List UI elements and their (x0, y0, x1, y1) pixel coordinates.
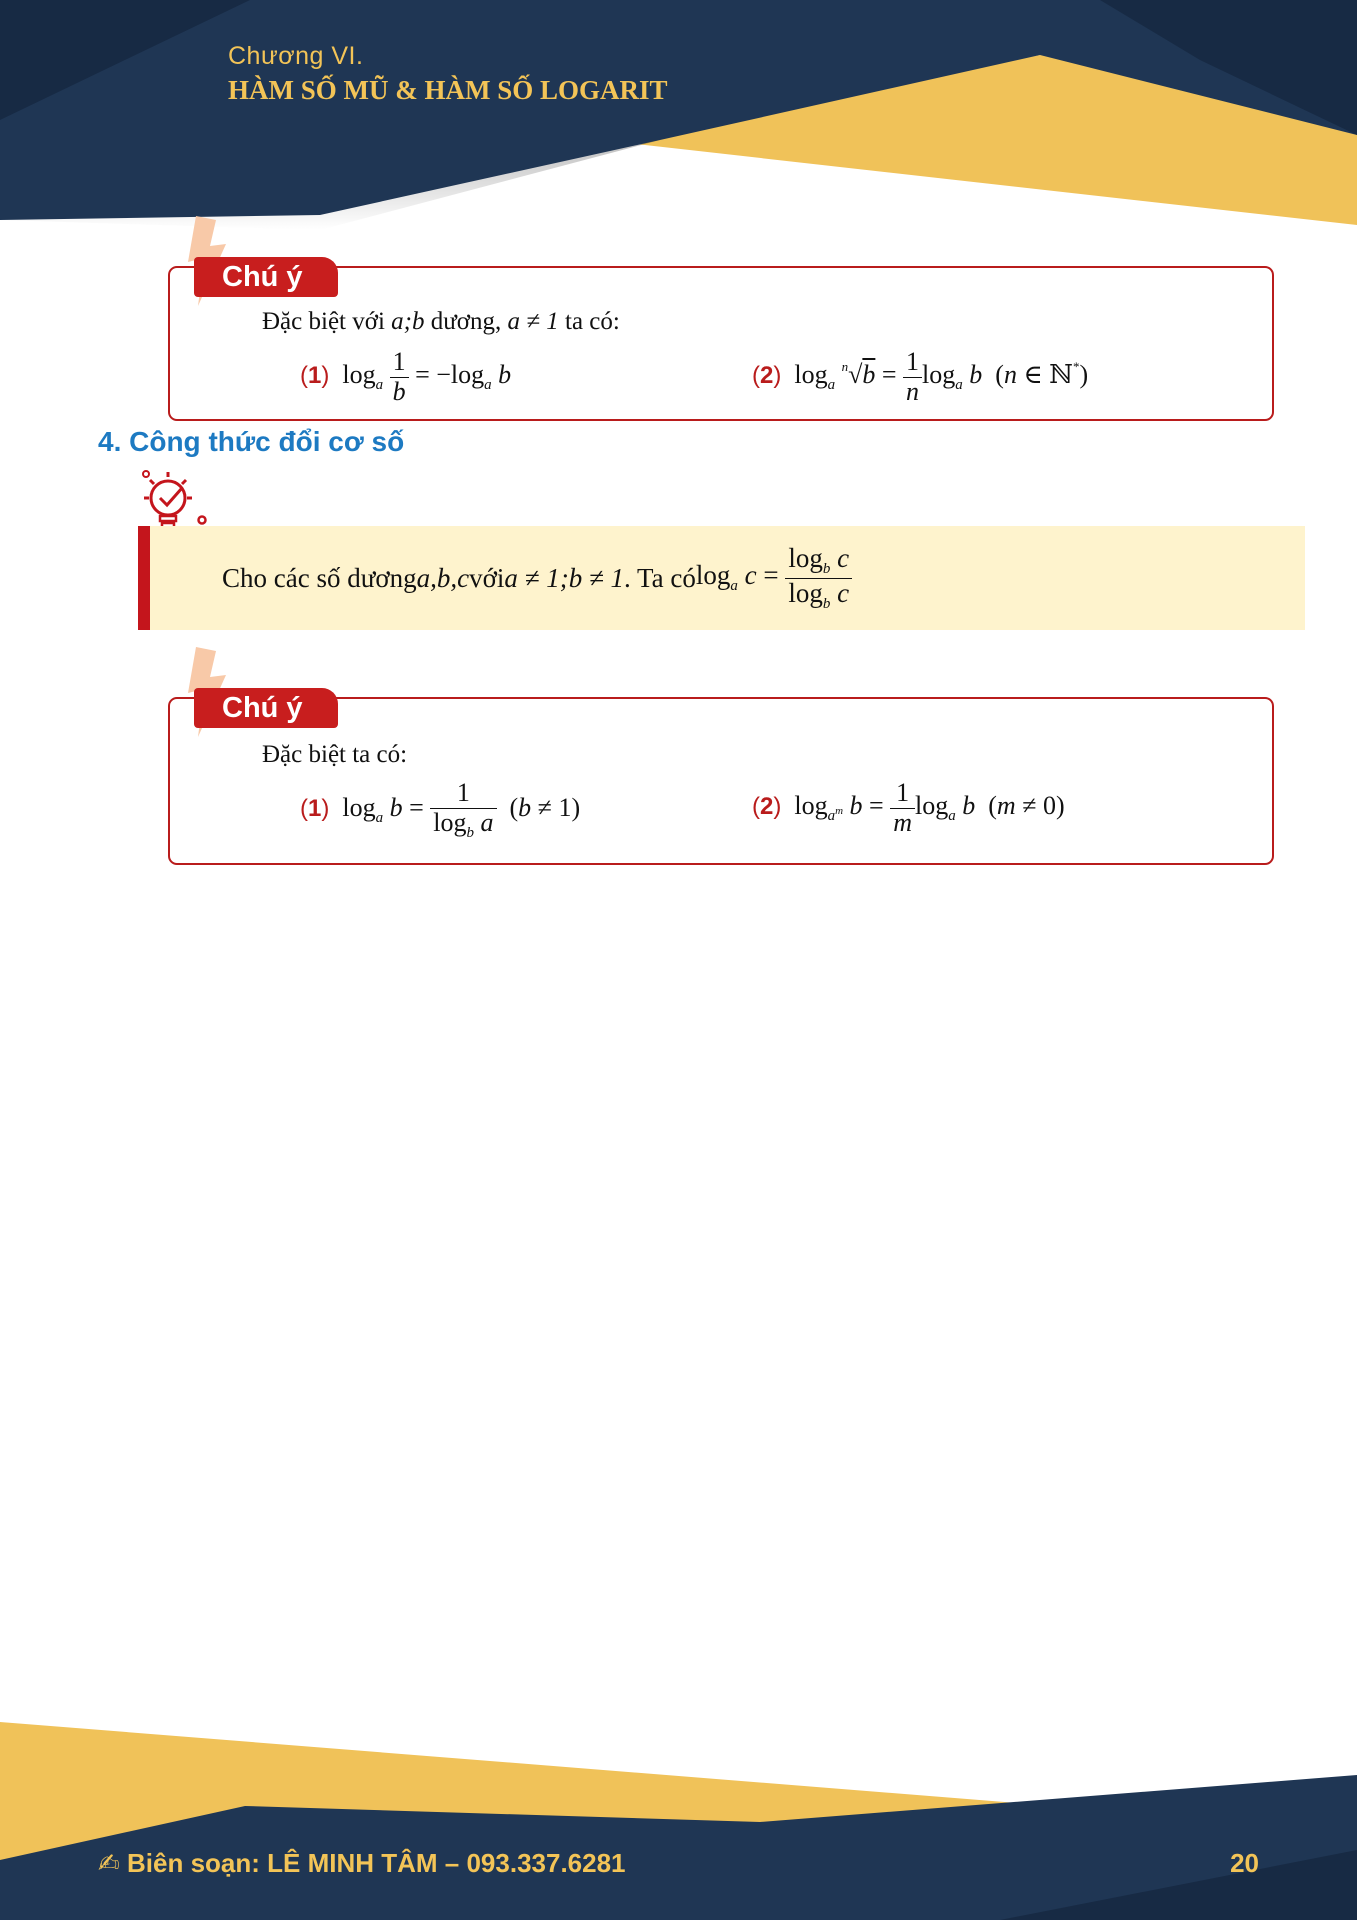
formula-change-of-base: $\log_a c$ = $\frac{\log_b c}{\log_b c}$ (696, 544, 852, 612)
note-intro: Đặc biệt ta có: (262, 741, 408, 768)
formula-log-reciprocal: (1) $\log_a$ $\frac{1}{b}$ = $-\log_a$ b (300, 347, 512, 406)
footer-author: ✍ Biên soạn: LÊ MINH TÂM – 093.337.6281 (98, 1848, 626, 1878)
note-box-2 (168, 692, 1274, 865)
formula-log-swap: (1) $\log_a b$ = $\frac{1}{\log_b a}$ (b ≠ 1) (300, 778, 581, 841)
note-tab (194, 688, 338, 728)
note-label: Chú ý (222, 261, 303, 293)
theorem-box (138, 526, 1305, 630)
chapter-label: Chương VI. (228, 42, 364, 70)
note-label: Chú ý (222, 692, 303, 724)
chapter-header (228, 42, 668, 106)
note-tab (194, 257, 338, 297)
formula-log-root: (2) $\log_a ^n√b$ = $\frac{1}{n}$ $\log_a b$ (n ∈ ℕ*) (752, 347, 1089, 406)
note-box-1 (168, 261, 1274, 421)
chapter-title: HÀM SỐ MŨ & HÀM SỐ LOGARIT (228, 75, 668, 105)
formula-log-power-base: (2) $\log_{a^m} b$ = $\frac{1}{m}$ $\log_a b$ (m ≠ 0) (752, 778, 1065, 837)
note-intro: Đặc biệt với a;b dương, a ≠ 1 ta có: (262, 308, 620, 335)
section-heading: 4. Công thức đổi cơ số (98, 426, 405, 457)
theorem-text: Cho các số dương a,b,c với a ≠ 1;b ≠ 1 . Ta có $\log_a c$ = $\frac{\log_b c}{\log_b c}$ (222, 526, 852, 630)
page-number: 20 (1230, 1848, 1259, 1878)
